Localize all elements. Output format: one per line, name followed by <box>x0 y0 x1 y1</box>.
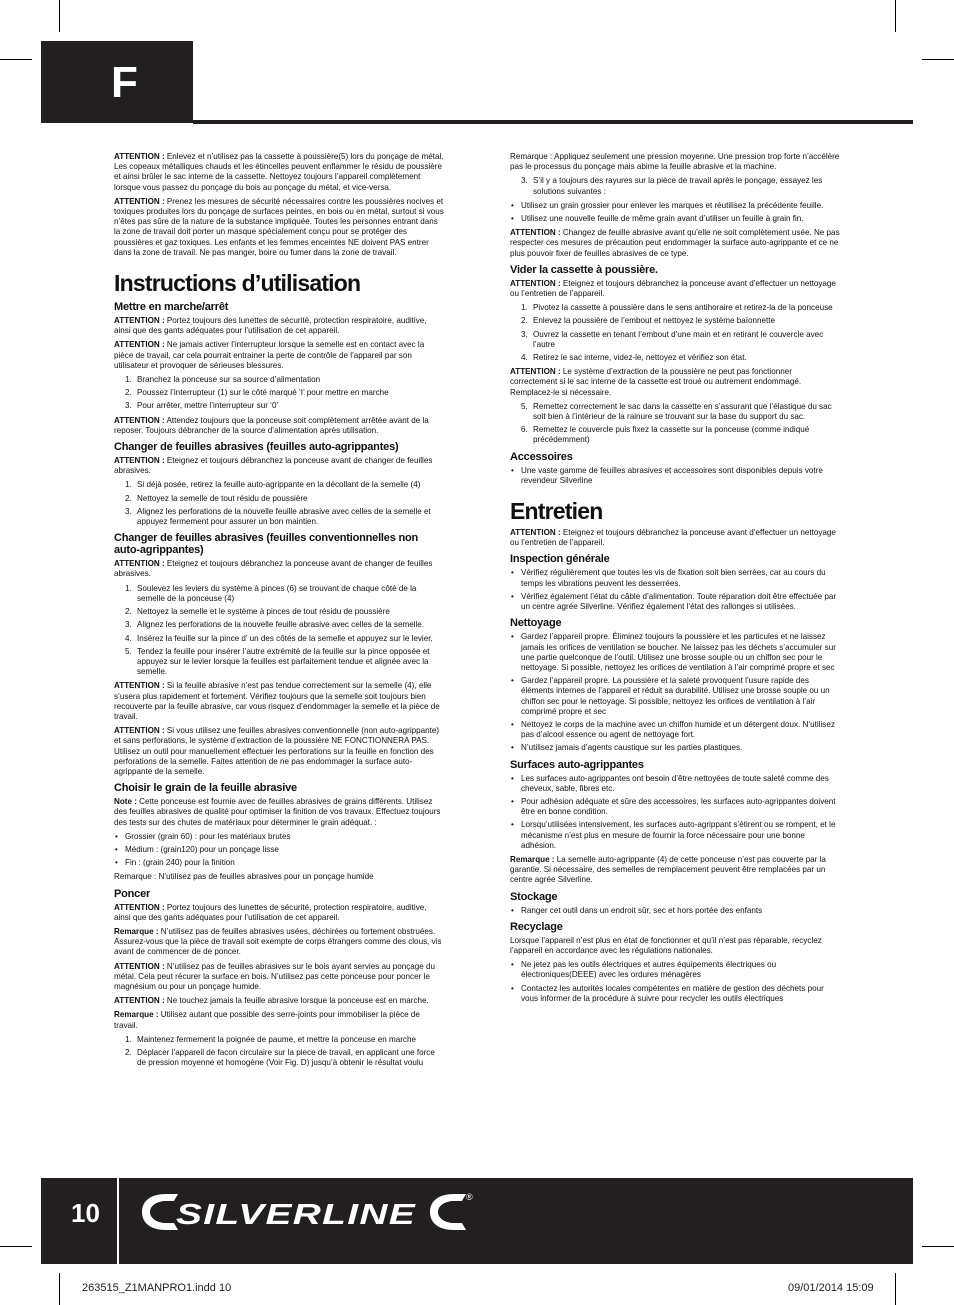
numbered-list <box>510 176 840 196</box>
section-title: Entretien <box>510 498 603 525</box>
subheading: Recyclage <box>510 920 563 933</box>
list-item: • Contactez les autorités locales compétentes en matière de gestion des déchets pour vous informer de la procédure à suivre pour recycler les outils électriques <box>510 984 840 1004</box>
list-item: • Ranger cet outil dans un endroit sûr, sec et hors portée des enfants <box>510 906 840 916</box>
paragraph: ATTENTION : Ne jamais activer l’interrupteur lorsque la semelle est en contact avec la pièce de travail, car cela pourrait entrainer la perte de contrôle de l’appareil par son utilisateur et provoquer de sérieuses blessures. <box>114 340 425 370</box>
subheading: Choisir le grain de la feuille abrasive <box>114 782 297 795</box>
numbered-list <box>114 480 444 527</box>
paragraph: ATTENTION : Portez toujours des lunettes de sécurité, protection respiratoire, auditive, ainsi que des gants adéquates pour l’utilisation de cet appareil. <box>114 902 427 922</box>
crop-mark <box>0 1246 32 1247</box>
page-number: 10 <box>71 1198 100 1228</box>
bullet-list <box>510 466 840 486</box>
numbered-list <box>510 402 840 446</box>
paragraph: ATTENTION : Si la feuille abrasive n’est pas tendue correctement sur la semelle (4), elle s’usera plus rapidement et fortement. Vérifiez toujours que la semelle soit toujours bien recouverte par la feuille abrasive, car vous risquez d’endommager la semelle et la pièce de travail. <box>114 681 440 721</box>
paragraph: Remarque : La semelle auto-agrippante (4) de cette ponceuse n’est pas couverte par la garantie. Si nécessaire, des semelles de remplacement peuvent être remplacées par un centre agrée Silverline. <box>510 854 826 885</box>
header-rule <box>193 120 913 124</box>
bullet-list <box>510 201 840 224</box>
paragraph: ATTENTION : Enlevez et n’utilisez pas la cassette à poussière(5) lors du ponçage de métal. Les copeaux métalliques chauds et les étincelles peuvent enflammer le résidu de poussière et ainsi brûler le sac interne de la cassette. Nettoyez toujours l’appareil complètement lorsque vous passez du ponçage du bois au ponçage du métal, et vice-versa. <box>114 152 444 192</box>
section-letter: F <box>111 58 138 107</box>
subheading: Vider la cassette à poussière. <box>510 263 658 276</box>
numbered-list <box>510 303 840 363</box>
file-info: 263515_Z1MANPRO1.indd 10 <box>82 1282 232 1294</box>
list-item: • Médium : (grain120) pour un ponçage lisse <box>114 845 444 855</box>
list-item: • Lorsqu’utilisées intensivement, les surfaces auto-agrippant s’étirent ou se rompent, et le mécanisme n’est plus en mesure de fournir la force nécessaire pour une bonne adhésion. <box>510 820 840 851</box>
bullet-list <box>510 906 840 916</box>
paragraph: Remarque : N’utilisez pas de feuilles abrasives pour un ponçage humide <box>114 872 374 882</box>
subheading: Mettre en marche/arrêt <box>114 301 229 314</box>
section-title: Instructions d’utilisation <box>114 270 361 297</box>
list-item: • Gardez l’appareil propre. La poussière et la saleté provoquent l’usure rapide des éléments internes de l’appareil et réduit sa durabilité. Utilisez une brosse souple ou un chiffon sec pour le nettoyage. Si possible, nettoyez les orifices de ventilation à l’air comprimé propre et sec <box>510 676 840 717</box>
subheading: Stockage <box>510 890 558 903</box>
paragraph: ATTENTION : Eteignez et toujours débranchez la ponceuse avant de changer de feuilles abrasives. <box>114 456 433 476</box>
crop-mark <box>922 1246 954 1247</box>
list-item: 1. Pivotez la cassette à poussière dans le sens antihoraire et retirez-la de la ponceuse <box>521 303 833 313</box>
paragraph: ATTENTION : N’utilisez pas de feuilles abrasives sur le bois ayant servies au ponçage du métal. Cela peut récurer la surface en bois. N’utilisez pas cette ponceuse pour poncer le magnésium ou pour un ponçage humide. <box>114 961 436 991</box>
footer-divider <box>117 1178 119 1264</box>
list-item: 3. Alignez les perforations de la nouvelle feuille abrasive avec celles de la semelle et appuyez fermement pour assurer un bon maintien. <box>125 506 431 527</box>
crop-mark <box>895 1273 896 1305</box>
list-item: 5. Remettez correctement le sac dans la cassette en s’assurant que l’élastique du sac soit bien à l’intérieur de la rainure se trouvant sur la base du support du sac. <box>521 401 832 422</box>
registered-mark: ® <box>466 1192 473 1202</box>
crop-mark <box>922 59 954 60</box>
subheading: Inspection générale <box>510 553 610 566</box>
list-item: 2. Déplacer l’appareil de facon circulaire sur la piece de travail, en applicant une force de pression moyenne et homogène (Voir Fig. D) jusqu’à obtenir le résultat voulu <box>125 1048 435 1068</box>
list-item: 4. Insérez la feuille sur la pince d’ un des côtés de la semelle et appuyez sur le levier. <box>125 633 433 643</box>
list-item: 2. Nettoyez la semelle et le système à pinces de tout résidu de poussière <box>125 607 390 617</box>
paragraph: ATTENTION : Prenez les mesures de sécurité nécessaires contre les poussières nocives et toxiques produites lors du ponçage de surfaces peintes, en bois ou en métal, surtout si vous n’êtes pas sûre de la nature de la substance impliquée. Toutes les personnes entrant dans la zone de travail doit porter un masque spécialement conçu pour se protéger des poussières et gaz toxiques. Les enfants et les femmes enceintes NE doivent PAS entrer dans la zone de travail. Ne pas manger, boire ou fumer dans la zone de travail. <box>114 196 444 257</box>
paragraph: ATTENTION : Attendez toujours que la ponceuse soit complètement arrêtée avant de la reposer. Toujours débrancher de la source d’alimentation après utilisation. <box>114 415 429 435</box>
silverline-logo <box>136 1190 476 1234</box>
bullet-list <box>510 774 840 851</box>
list-item: 3. Ouvrez la cassette en tenant l’embout d’une main et en retirant le couvercle avec l’autre <box>521 329 824 349</box>
section-tab <box>41 41 193 123</box>
bullet-list <box>510 568 840 612</box>
list-item: 4. Retirez le sac interne, videz-le, nettoyez et vérifiez son état. <box>521 353 747 363</box>
list-item: • Utilisez un grain grossier pour enlever les marques et réutilisez la précédente feuille. <box>510 201 840 211</box>
paragraph: ATTENTION : Si vous utilisez une feuilles abrasives conventionnelle (non auto-agrippante) et sans perforations, le système d’extraction de la poussière NE FONCTIONNERA PAS. Utilisez un outil pour manuellement effectuer les perforations sur la feuille en fonction des perforations de la semelle. Faites attention de ne pas endommager la surface auto-agrippante de la semelle. <box>114 726 440 776</box>
list-item: 3. Alignez les perforations de la nouvelle feuille abrasive avec celles de la semelle. <box>125 620 425 630</box>
list-item: 1. Branchez la ponceuse sur sa source d’alimentation <box>125 375 321 385</box>
list-item: 3. S’il y a toujours des rayures sur la pièce de travail après le ponçage, essayez les solutions suivantes : <box>521 176 823 196</box>
list-item: • Fin : (grain 240) pour la finition <box>114 858 444 868</box>
paragraph: ATTENTION : Le système d’extraction de la poussière ne peut pas fonctionner correctement si le sac interne de la cassette est troué ou autrement endommagé. Remplacez-le si nécessaire. <box>510 367 802 397</box>
list-item: 1. Soulevez les leviers du système à pinces (6) se trouvant de chaque côté de la semelle de la ponceuse (4) <box>125 583 417 603</box>
subheading: Nettoyage <box>510 617 562 630</box>
bullet-list <box>510 632 840 753</box>
list-item: 2. Nettoyez la semelle de tout résidu de poussière <box>125 493 308 503</box>
list-item: 2. Poussez l’interrupteur (1) sur le côté marqué ‘I’ pour mettre en marche <box>125 388 389 398</box>
paragraph: ATTENTION : Eteignez et toujours débranchez la ponceuse avant d’effectuer un nettoyage ou l’entretien de l’appareil. <box>510 528 836 548</box>
footer-bar <box>41 1178 913 1264</box>
bullet-list <box>510 960 840 1004</box>
list-item: 3. Pour arrêter, mettre l’interrupteur sur ‘0’ <box>125 401 279 411</box>
list-item: • Une vaste gamme de feuilles abrasives et accessoires sont disponibles depuis votre revendeur Silverline <box>510 466 840 486</box>
numbered-list <box>114 584 444 678</box>
list-item: • N’utilisez jamais d’agents caustique sur les parties plastiques. <box>510 743 840 753</box>
paragraph: ATTENTION : Eteignez et toujours débranchez la ponceuse avant d’effectuer un nettoyage ou l’entretien de l’appareil. <box>510 278 836 299</box>
list-item: • Nettoyez le corps de la machine avec un chiffon humide et un détergent doux. N’utilisez pas d’alcool essence ou agent de nettoyage fort. <box>510 720 840 740</box>
paragraph: Remarque : Appliquez seulement une pression moyenne. Une pression trop forte n’accélère pas le processus du ponçage mais abime la feuille abrasive et la machine. <box>510 152 840 172</box>
paragraph: Remarque : Utilisez autant que possible des serre-joints pour immobiliser la pièce de travail. <box>114 1010 420 1030</box>
list-item: 1. Si déjà posée, retirez la feuille auto-agrippante en la décollant de la semelle (4) <box>125 480 421 490</box>
subheading: Poncer <box>114 887 151 900</box>
list-item: • Les surfaces auto-agrippantes ont besoin d’être nettoyées de toute saleté comme des cheveux, sable, fibres etc. <box>510 774 840 794</box>
paragraph: ATTENTION : Portez toujours des lunettes de sécurité, protection respiratoire, auditive, ainsi que des gants adéquates pour l’utilisation de cet appareil. <box>114 316 427 336</box>
paragraph: ATTENTION : Eteignez et toujours débranchez la ponceuse avant de changer de feuilles abrasives. <box>114 559 433 579</box>
crop-mark <box>59 1273 60 1305</box>
right-column <box>510 152 840 1008</box>
list-item: • Vérifiez également l’état du câble d’alimentation. Toute réparation doit être effectuée par un centre agrée Silverline. Vérifiez également l’état des rallonges si utilisées. <box>510 592 840 612</box>
subheading: Changer de feuilles abrasives (feuilles conventionnelles non auto-agrippantes) <box>114 532 419 557</box>
subheading: Accessoires <box>510 450 573 463</box>
list-item: 1. Maintenez fermement la poignée de paume, et mettre la ponceuse en marche <box>125 1034 416 1044</box>
left-column <box>114 152 444 1072</box>
list-item: • Vérifiez régulièrement que toutes les vis de fixation soit bien serrées, car au cours du temps les vibrations peuvent les desserrées. <box>510 568 840 588</box>
list-item: 6. Remettez le couvercle puis fixez la cassette sur la ponceuse (comme indiqué précédemment) <box>521 425 810 445</box>
list-item: • Pour adhésion adéquate et sûre des accessoires, les surfaces auto-agrippantes doivent être en bonne condition. <box>510 797 840 817</box>
brand-wordmark: SILVERLINE <box>176 1199 417 1231</box>
paragraph: ATTENTION : Changez de feuille abrasive avant qu’elle ne soit complètement usée. Ne pas respecter ces mesures de précaution peut endommager la surface auto-agrippante et ce ne plus pouvoir fixer de feuilles abrasives de ce type. <box>510 228 840 258</box>
subheading: Surfaces auto-agrippantes <box>510 758 644 771</box>
crop-mark <box>0 59 32 60</box>
bullet-list <box>114 832 444 869</box>
subheading: Changer de feuilles abrasives (feuilles auto-agrippantes) <box>114 441 399 454</box>
list-item: 2. Enlevez la poussière de l’embout et nettoyez le système baïonnette <box>521 316 776 326</box>
paragraph: Lorsque l’appareil n’est plus en état de fonctionner et qu’il n’est pas réparable, recyclez l’appareil en accordance avec les régulations nationales. <box>510 935 822 955</box>
paragraph: Note : Cette ponceuse est fournie avec de feuilles abrasives de grains différents. Utilisez des feuilles abrasives de qualité pour optimiser la finition de vos travaux. Effectuez toujours des tests sur des chutes de matériaux pour déterminer le grain adéquat. : <box>114 797 441 827</box>
list-item: • Grossier (grain 60) : pour les matériaux brutes <box>114 832 444 842</box>
list-item: • Ne jetez pas les outils électriques et autres équipements électriques ou électroniques(DEEE) avec les ordures ménagères <box>510 960 840 980</box>
list-item: • Gardez l’appareil propre. Éliminez toujours la poussière et les particules et ne laissez jamais les orifices de ventilation se boucher. Ne laissez pas les déchets s’accumuler sur une partie quelconque de l’outil. Utilisez une brosse souple ou un chiffon sec pour le nettoyage. Si possible, nettoyez les orifices de ventilation à l’air comprimé propre et sec <box>510 632 840 673</box>
crop-mark <box>59 0 60 32</box>
numbered-list <box>114 375 444 412</box>
list-item: • Utilisez une nouvelle feuille de même grain avant d’utiliser un feuille à grain fin. <box>510 214 840 224</box>
paragraph: ATTENTION : Ne touchez jamais la feuille abrasive lorsque la ponceuse est en marche. <box>114 996 429 1006</box>
paragraph: Remarque : N’utilisez pas de feuilles abrasives usées, déchirées ou fortement obstruées. Assurez-vous que la pièce de travail soit exempte de corps étrangers comme des clous, vis avant de commencer de de poncer. <box>114 926 442 957</box>
date-info: 09/01/2014 15:09 <box>788 1282 874 1294</box>
numbered-list <box>114 1035 444 1069</box>
list-item: 5. Tendez la feuille pour insérer l’autre extrémité de la feuille sur la pince opposée et appuyez sur le levier lorsque la feuilles est parfaitement tendue et alignée avec la semelle. <box>125 646 430 677</box>
crop-mark <box>895 0 896 32</box>
